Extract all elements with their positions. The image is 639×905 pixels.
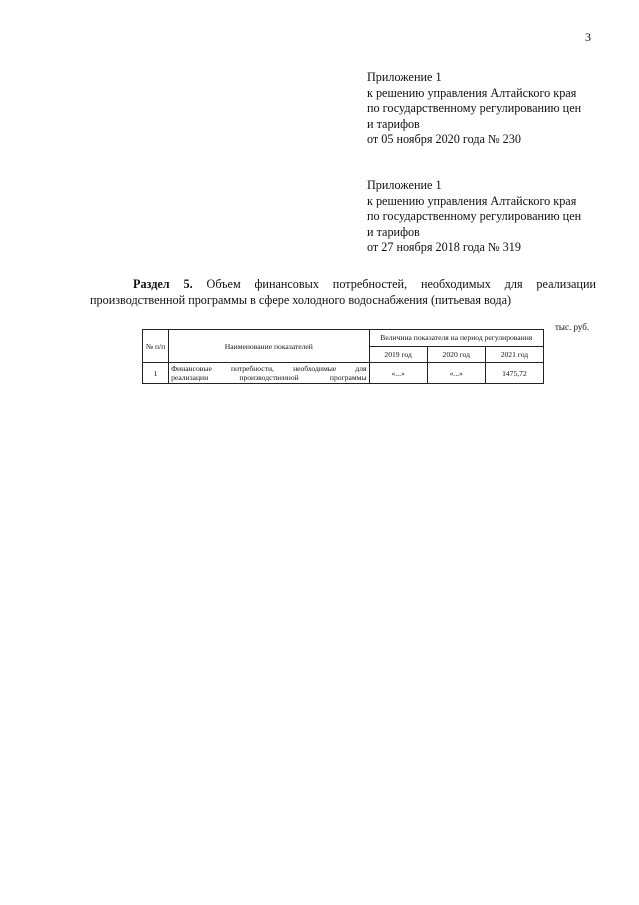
section-label: Раздел 5. — [133, 277, 193, 291]
page-number: 3 — [585, 30, 591, 44]
appendix-date-line: от 05 ноября 2020 года № 230 — [367, 132, 521, 147]
appendix-line: Приложение 1 — [367, 178, 442, 192]
table-header-row — [143, 330, 544, 347]
appendix-line: к решению управления Алтайского края — [367, 193, 577, 208]
row-value-2021: 1475,72 — [485, 363, 543, 384]
section-title-continuation: производственной программы в сфере холодного водоснабжения (питьевая вода) — [90, 292, 512, 307]
section-heading — [90, 277, 596, 308]
row-name-line: Финансовые потребности, необходимые для — [171, 364, 367, 373]
appendix-line: и тарифов — [367, 224, 420, 239]
header-year: 2019 год — [369, 346, 427, 363]
appendix-block-original — [367, 178, 617, 256]
appendix-line: и тарифов — [367, 116, 420, 131]
header-period-group: Величина показателя на период регулирования — [369, 330, 543, 347]
header-name: Наименование показателей — [169, 330, 370, 363]
row-number: 1 — [143, 363, 169, 384]
section-title-part: Объем финансовых потребностей, необходимых для реализации — [206, 277, 597, 291]
table-row — [143, 363, 544, 384]
appendix-line: по государственному регулированию цен — [367, 209, 582, 224]
financial-needs-table — [142, 329, 544, 384]
header-year: 2020 год — [427, 346, 485, 363]
appendix-date-line: от 27 ноября 2018 года № 319 — [367, 240, 521, 255]
units-label: тыс. руб. — [555, 322, 590, 332]
row-value-2020: «...» — [427, 363, 485, 384]
appendix-line: к решению управления Алтайского края — [367, 85, 577, 100]
row-value-2019: «...» — [369, 363, 427, 384]
section-heading-line — [90, 277, 596, 293]
appendix-line: Приложение 1 — [367, 70, 442, 84]
header-number: № п/п — [143, 330, 169, 363]
row-name-line: реализации производственной программы — [171, 373, 367, 382]
header-year: 2021 год — [485, 346, 543, 363]
appendix-block-current — [367, 70, 617, 148]
appendix-line: по государственному регулированию цен — [367, 101, 582, 116]
row-name — [169, 363, 370, 384]
